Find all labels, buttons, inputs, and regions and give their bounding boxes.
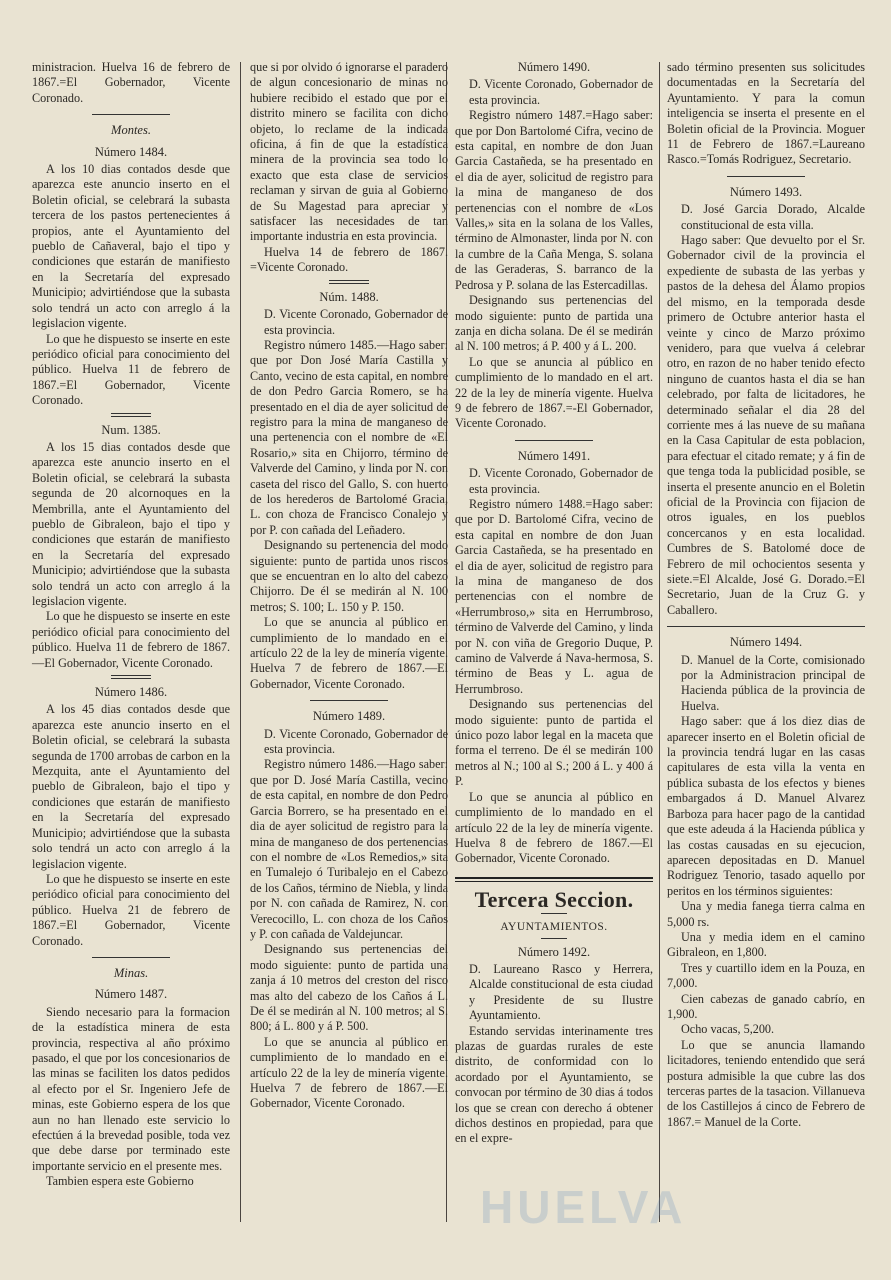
- section-subtitle: AYUNTAMIENTOS.: [500, 921, 608, 934]
- paragraph: Siendo necesario para la formacion de la estadística minera de esta provincia, respectiva al año próximo pasado, el que por los concesionarios de las minas se faciliten los datos pedidos al efecto por el Sr. Ingeniero Jefe de minas, este Gobierno espera de los que aun no han llenado este servicio lo efectúen á la brevedad posible, toda vez que debe darse por terminado este importante servicio en el presente mes.: [32, 1004, 230, 1173]
- separator: [92, 957, 170, 958]
- issuer-text: D. Manuel de la Corte, comisionado por la Administracion principal de Hacienda pública de la provincia de Huelva.: [681, 652, 865, 713]
- separator: [667, 626, 865, 627]
- paragraph: Lo que se anuncia llamando licitadores, teniendo entendido que será postura admisible la que cubre las dos terceras partes de la tasacion. Villanueva de los Castillejos á cinco de Febrero de 1867.= Manuel de la Corte.: [667, 1037, 866, 1129]
- paragraph: A los 10 dias contados desde que aparezca este anuncio inserto en el Boletin oficial, se celebrará la subasta tercera de los pastos pertenecientes á propios, ante el Ayuntamiento del pueblo de Cañaveral, bajo el tipo y condiciones que estarán de manifiesto en la Secretaría del expresado Municipio; advirtiéndose que la subasta solo tendrá un acto con arreglo á la legislacion vigente.: [32, 162, 230, 331]
- paragraph: sado término presenten sus solicitudes documentadas en la Secretaría del Ayuntamiento. Y para la comun inteligencia se inserta el presente en el Boletin oficial de la Provincia. Moguer 11 de Febrero de 1867.=Laureano Rasco.=Tomás Rodriguez, Secretario.: [667, 60, 865, 167]
- paragraph: Hago saber: Que devuelto por el Sr. Gobernador civil de la provincia el expediente de subasta de las yerbas y pastos de la dehesa del Álamo propios del mismo, en la temporada desde primero de Octubre anterior hasta el veinte y cinco de Marzo próximo venidero, para que vuelva á celebrar otro, en razon de no haber tenido efecto ninguno de cuantos hasta el dia se han celebrado, por falta de licitadores, he determinado señalar el dia 28 del corriente mes á las nueve de su mañana en la Casa Capitular de esta poblacion, para efectuar el citado remate; y á fin de que tenga toda la publicidad posible, se inserta el presente anuncio en el Boletin oficial de la Provincia con fijacion de otros iguales, en los pueblos concercanos y en esta localidad. Cumbres de S. Batolomé doce de Febrero de mil ochocientos sesenta y siete.=El Alcalde, José G. Dorado.=El Secretario, Juan de la Cruz G. y Caballero.: [667, 233, 865, 617]
- separator: [541, 938, 567, 939]
- separator: [727, 176, 805, 177]
- column-1: [32, 60, 230, 1190]
- section-title: Tercera Seccion.: [474, 886, 634, 912]
- paragraph: Designando sus pertenencias del modo siguiente: punto de partida el único pozo labor legal en la maceta que forma el terreno. De él se medirán 100 metros al N.; 100 al S.; 200 á L. y 400 á P.: [455, 697, 653, 789]
- separator: [92, 114, 170, 115]
- paragraph: que si por olvido ó ignorarse el paradero de algun concesionario de minas no hubiere recibido el estado que por el distrito minero se facilita con dicho objeto, lo reclame de la indicada oficina, á fin de que la estadística minera de la provincia sea todo lo exacto que esta clase de servicios reclaman y sirvan de guia al Gobierno de Su Magestad para apreciar y satisfacer las necesidades de tan importante industria en esta provincia.: [250, 60, 448, 244]
- paragraph: Lo que se anuncia al público en cumplimiento de lo mandado en el artículo 22 de la ley de minería vigente. Huelva 7 de febrero de 1867.—El Gobernador, Vicente Coronado.: [250, 615, 448, 691]
- section-heading: Minas.: [113, 965, 149, 980]
- separator: [111, 675, 151, 679]
- section-rule: [455, 877, 653, 882]
- column-rule: [659, 62, 660, 1222]
- paragraph: Lo que se anuncia al público en cumplimiento de lo mandado en el art. 22 de la ley de minería vigente. Huelva 9 de febrero de 1867.=-El Gobernador, Vicente Coronado.: [455, 354, 653, 431]
- issuer: [667, 653, 865, 715]
- column-rule: [240, 62, 241, 1222]
- paragraph: Registro número 1487.=Hago saber: que por Don Bartolomé Cifra, vecino de esta capital, en nombre de don Juan Garcia Castañeda, se ha presentado en el dia de ayer, solicitud de registro para la mina de manganeso de dos pertenencias con el nombre de «Los Valles,» sita en la solana de los Valles, término de Almonaster, linda por N. con la cumbre de la Caña Menga, S. solana de las Geraderas, S. barranco de la Pedrosa y P. solana de las Estercadillas.: [455, 108, 653, 292]
- separator: [541, 913, 567, 914]
- notice-number: Número 1491.: [517, 448, 591, 463]
- issuer: [455, 466, 653, 497]
- notice-number: Número 1492.: [517, 944, 591, 959]
- paragraph: Designando sus pertenencias del modo siguiente: punto de partida una zanja á 10 metros del creston del risco mas alto del cabezo de los Caños á L. De él se medirán al N. 100 metros; al S. 800; á L. 800 y á P. 500.: [250, 942, 448, 1034]
- notice-number: Núm. 1488.: [319, 289, 379, 304]
- paragraph: Lo que se anuncia al público en cumplimiento de lo mandado en el artículo 22 de la ley de minería vigente. Huelva 7 de febrero de 1867.—El Gobernador, Vicente Coronado.: [250, 1034, 448, 1111]
- issuer: [455, 77, 653, 108]
- paragraph: Lo que he dispuesto se inserte en este periódico oficial para conocimiento del público. Huelva 11 de febrero de 1867.=El Gobernador, Vicente Coronado.: [32, 331, 230, 408]
- notice-number: Número 1487.: [94, 987, 168, 1002]
- issuer: [250, 727, 448, 758]
- separator: [310, 700, 388, 701]
- archive-watermark: HUELVA: [480, 1181, 687, 1233]
- issuer-text: D. Vicente Coronado, Gobernador de esta provincia.: [264, 307, 448, 337]
- paragraph: Designando su pertenencia del modo siguiente: punto de partida unos riscos que se encuentran en lo alto del cabezo Chijorro. De él se medirán al N. 100 metros; S. 100; L. 150 y P. 150.: [250, 538, 448, 614]
- paragraph: Huelva 14 de febrero de 1867. =Vicente Coronado.: [250, 244, 448, 275]
- paragraph: Registro número 1488.=Hago saber: que por D. Bartolomé Cifra, vecino de esta capital en nombre de don Juan Garcia Castañeda, se ha presentado en el dia de ayer, solicitud de registro para la mina de manganeso de dos pertenencias con el nombre de «Herrumbroso,» sita en Herrumbroso, término de Valverde del Camino, y linda por N. con viña de Gregorio Duque, P. camino de Valverde á Nava-hermosa, S. término de Beas y L. agua de Herrumbroso.: [455, 496, 653, 696]
- paragraph: Hago saber: que á los diez dias de aparecer inserto en el Boletin oficial de la provincia tendrá lugar en las casas capitulares de esta villa la venta en pública subasta de los efectos y bienes embargados á D. Manuel Alvarez Barboza para hacer pago de la cantidad que este adeuda á la Hacienda pública y las costas causadas en su ejecucion, aparecen depositadas en D. Manuel Rodriguez Tenorio, tasado aquello por peritos en los términos siguientes:: [667, 714, 865, 898]
- section-heading: Montes.: [111, 123, 151, 138]
- paragraph: ministracion. Huelva 16 de febrero de 1867.=El Gobernador, Vicente Coronado.: [32, 60, 230, 105]
- column-3: [455, 60, 653, 1147]
- issuer-text: D. Vicente Coronado, Gobernador de esta provincia.: [469, 466, 653, 496]
- notice-number: Número 1490.: [517, 60, 591, 74]
- paragraph: Tambien espera este Gobierno: [46, 1174, 194, 1189]
- issuer-text: D. Vicente Coronado, Gobernador de esta provincia.: [264, 726, 448, 757]
- issuer-text: D. José Garcia Dorado, Alcalde constitucional de esta villa.: [681, 202, 865, 232]
- notice-number: Número 1486.: [94, 685, 168, 700]
- paragraph: Registro número 1485.—Hago saber: que por Don José María Castilla y Canto, vecino de esta capital, en nombre de don Pedro Garcia Romero, se ha presentado en el dia de ayer solicitud de registro para la mina de manganeso de una pertenencia con el nombre de «El Rosario,» sita en Chijorro, término de Valverde del Camino, y linda por N. con caseta del risco del Gallo, S. con huerto de los herederos de Bartolomé Gracia, L. con choza de Francisco Conalejo y por P. con cañada del Leñadero.: [250, 337, 448, 537]
- notice-number: Número 1484.: [94, 144, 168, 159]
- paragraph: A los 45 dias contados desde que aparezca este anuncio inserto en el Boletin oficial, se celebrará la subasta segunda de 1700 arrobas de carbon en la Mezquita, ante el Ayuntamiento del pueblo de Gibraleon, bajo el tipo y condiciones que estarán de manifiesto en la Secretaría del expresado Municipio; advirtiéndose que la subasta solo tendrá un acto con arreglo á la legislacion vigente.: [32, 702, 230, 871]
- paragraph: Lo que he dispuesto se inserte en este periódico oficial para conocimiento del público. Huelva 21 de febrero de 1867.=El Gobernador, Vicente Coronado.: [32, 871, 230, 948]
- issuer-text: D. Laureano Rasco y Herrera, Alcalde constitucional de esta ciudad y Presidente de su Ilustre Ayuntamiento.: [469, 961, 653, 1023]
- notice-number: Número 1489.: [312, 709, 386, 724]
- issuer: [667, 202, 865, 233]
- issuer: [250, 307, 448, 338]
- paragraph: A los 15 dias contados desde que aparezca este anuncio inserto en el Boletin oficial, se celebrará la subasta segunda de 20 alcornoques en la Membrilla, ante el Ayuntamiento del pueblo de Gibraleon, bajo el tipo y condiciones que estarán de manifiesto en la Secretaría del expresado Municipio; advirtiéndose que la subasta solo tendrá un acto con arreglo á la legislacion vigente.: [32, 439, 230, 608]
- paragraph: Estando servidas interinamente tres plazas de guardas rurales de este distrito, de conformidad con lo acordado por el Ayuntamiento, se convocan por término de 30 dias á todos los que se crean con derecho á obtener dichos destinos en propiedad, para que en el expre-: [455, 1023, 653, 1146]
- separator: [515, 440, 593, 441]
- paragraph: Ocho vacas, 5,200.: [681, 1022, 775, 1037]
- paragraph: Cien cabezas de ganado cabrío, en 1,900.: [667, 991, 865, 1021]
- paragraph: Registro número 1486.—Hago saber: que por D. José María Castilla, vecino de esta capital, en nombre de don Pedro Garcia Borrero, se ha presentado en el dia de ayer solicitud de registro para la mina de manganeso de dos pertenencias con el nombre de «Los Remedios,» sita en Tumalejo ó Turibalejo en el Cabezo de los Caños, término de Niebla, y linda por N. con cañada de Ramirez, N. con Verecocillo, L. con choza de los Caños y P. con cañada de Valdejuncar.: [250, 757, 448, 941]
- column-2: [250, 60, 448, 1112]
- paragraph: Una y media idem en el camino Gibraleon, en 1,800.: [667, 929, 865, 960]
- paragraph: Lo que se anuncia al público en cumplimiento de lo mandado en el artículo 22 de la ley de minería vigente. Huelva 8 de febrero de 1867.—El Gobernador, Vicente Coronado.: [455, 789, 653, 866]
- separator: [111, 413, 151, 417]
- paragraph: Una y media fanega tierra calma en 5,000 rs.: [667, 899, 865, 929]
- separator: [329, 280, 369, 284]
- paragraph: Tres y cuartillo idem en la Pouza, en 7,000.: [667, 960, 865, 991]
- notice-number: Num. 1385.: [101, 422, 161, 437]
- column-4: [667, 60, 865, 1130]
- notice-number: Número 1493.: [729, 184, 803, 199]
- paragraph: Designando sus pertenencias del modo siguiente: punto de partida una zanja en dicha solana. De él se medirán al N. 100 metros; á P. 400 y á L. 200.: [455, 293, 653, 354]
- issuer: [455, 962, 653, 1024]
- paragraph: Lo que he dispuesto se inserte en este periódico oficial para conocimiento del público. Huelva 11 de febrero de 1867.—El Gobernador, Vicente Coronado.: [32, 609, 230, 670]
- notice-number: Número 1494.: [729, 635, 803, 650]
- issuer-text: D. Vicente Coronado, Gobernador de esta provincia.: [469, 77, 653, 107]
